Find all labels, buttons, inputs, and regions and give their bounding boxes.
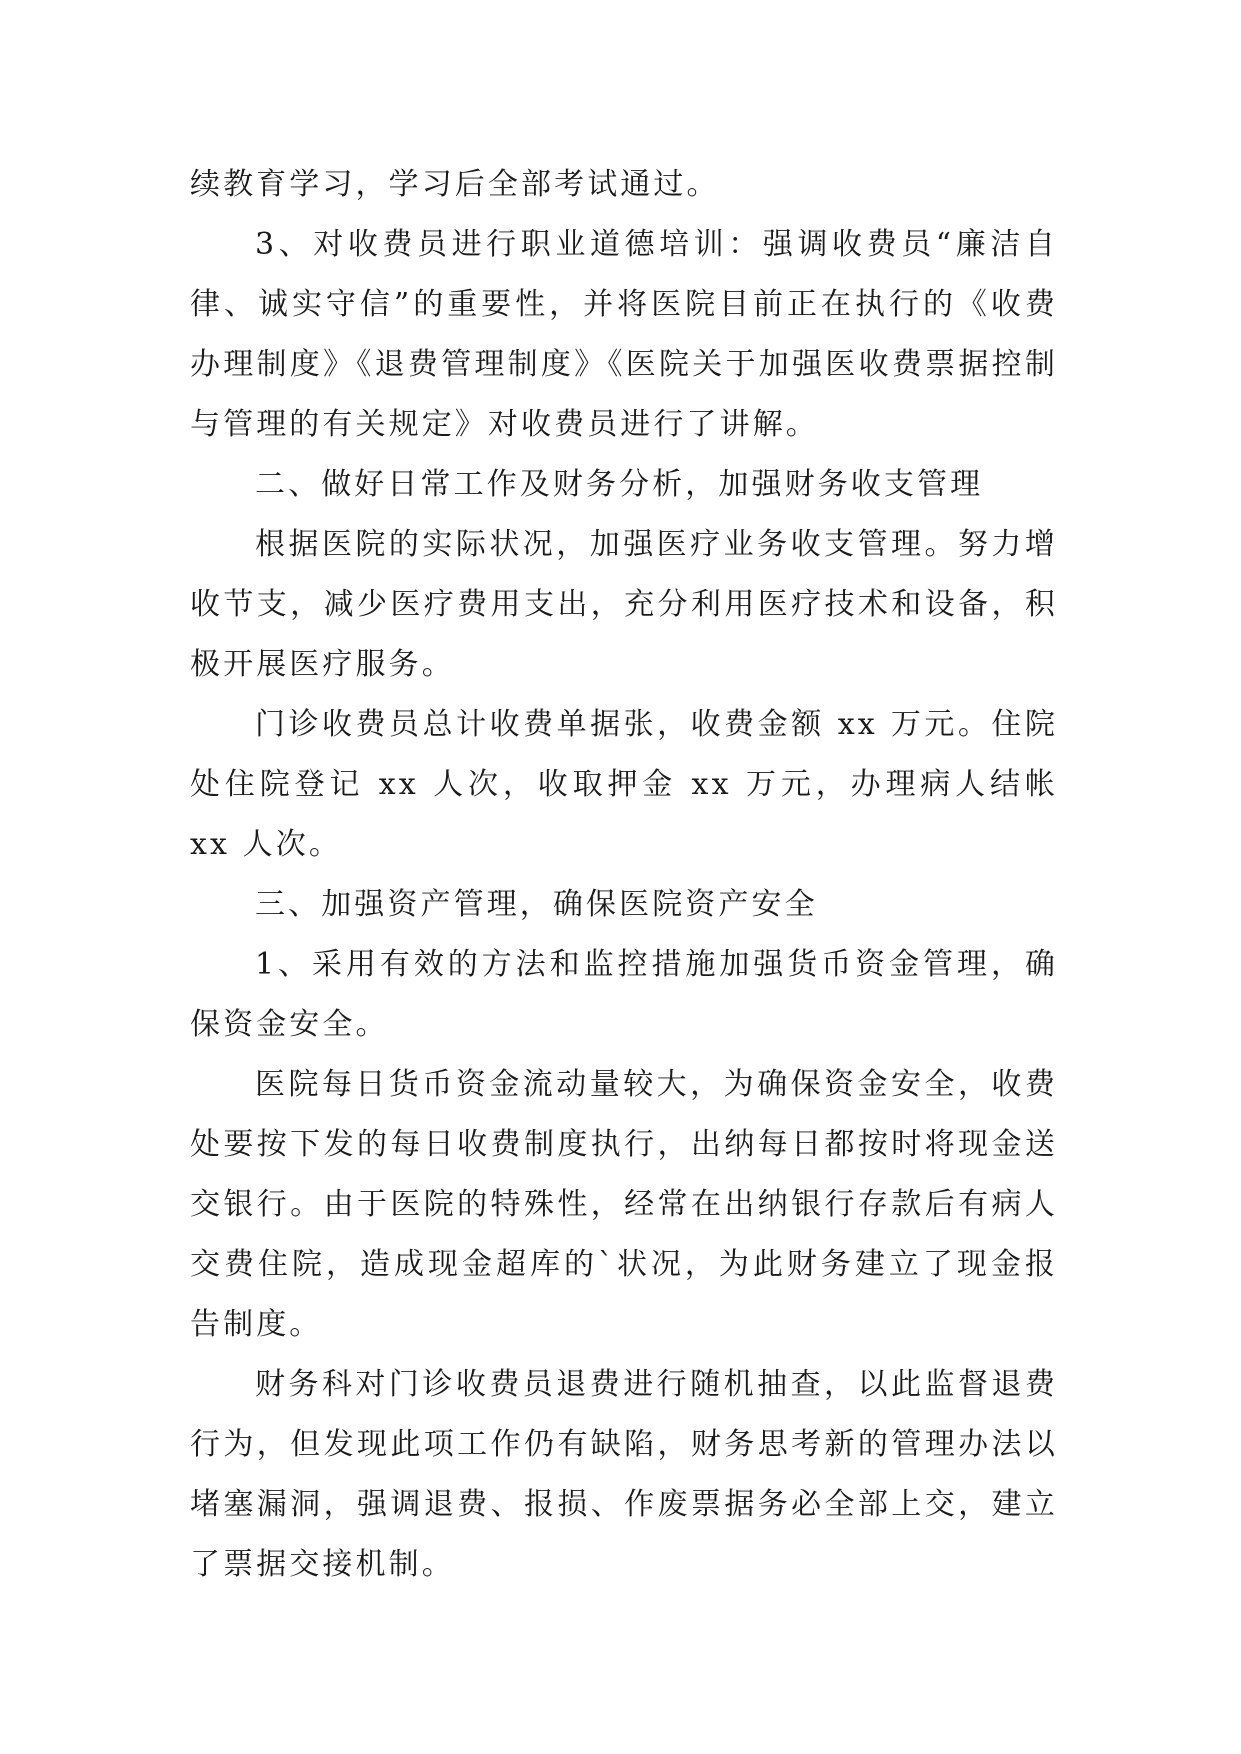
paragraph-continuation: 续教育学习，学习后全部考试通过。	[190, 167, 720, 202]
section-heading-3: 三、加强资产管理，确保医院资产安全	[255, 887, 818, 922]
section-heading-2: 二、做好日常工作及财务分析，加强财务收支管理	[255, 467, 984, 502]
paragraph-item-1-monetary-funds: 1、采用有效的方法和监控措施加强货币资金管理，确保资金安全。	[190, 947, 1058, 1042]
paragraph-billing-statistics: 门诊收费员总计收费单据张，收费金额 xx 万元。住院处住院登记 xx 人次，收取押金 xx 万元，办理病人结帐 xx 人次。	[190, 707, 1058, 862]
paragraph-cash-reporting: 医院每日货币资金流动量较大，为确保资金安全，收费处要按下发的每日收费制度执行，出纳每日都按时将现金送交银行。由于医院的特殊性，经常在出纳银行存款后有病人交费住院，造成现金超库的`状况，为此财务建立了现金报告制度。	[190, 1067, 1058, 1342]
paragraph-revenue-management: 根据医院的实际状况，加强医疗业务收支管理。努力增收节支，减少医疗费用支出，充分利用医疗技术和设备，积极开展医疗服务。	[190, 527, 1058, 682]
paragraph-refund-audit: 财务科对门诊收费员退费进行随机抽查，以此监督退费行为，但发现此项工作仍有缺陷，财务思考新的管理办法以堵塞漏洞，强调退费、报损、作废票据务必全部上交，建立了票据交接机制。	[190, 1367, 1058, 1582]
paragraph-item-3-ethics-training: 3、对收费员进行职业道德培训：强调收费员“廉洁自律、诚实守信”的重要性，并将医院目前正在执行的《收费办理制度》《退费管理制度》《医院关于加强医收费票据控制与管理的有关规定》对收费员进行了讲解。	[190, 227, 1058, 442]
document-body	[190, 155, 1058, 1595]
